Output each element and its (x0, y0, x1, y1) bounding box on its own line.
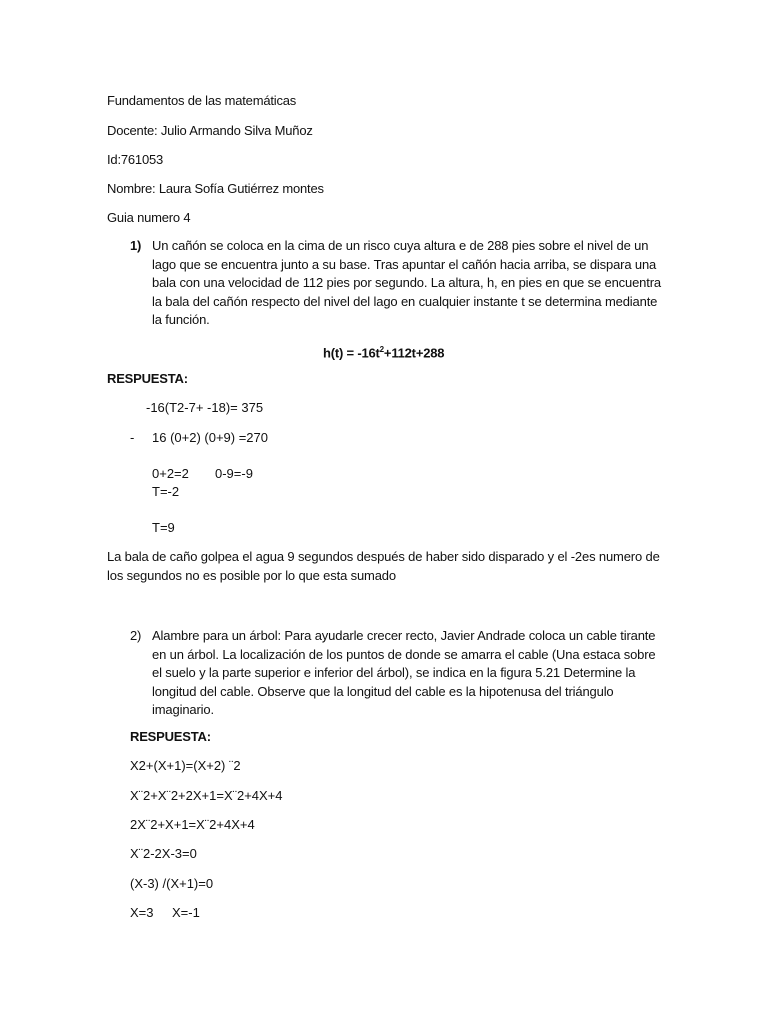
problem1-answer-label: RESPUESTA: (107, 371, 188, 386)
problem2-step: X2+(X+1)=(X+2) ¨2 (130, 758, 241, 773)
problem1-conclusion (107, 548, 667, 585)
student-name: Nombre: Laura Sofía Gutiérrez montes (107, 181, 324, 196)
function-prefix: h(t) = -16t (323, 345, 380, 361)
course-title: Fundamentos de las matemáticas (107, 93, 297, 108)
problem2-final: X=-1 (172, 905, 200, 920)
problem2-statement (152, 627, 660, 720)
student-id: Id:761053 (107, 152, 164, 167)
problem1-statement (152, 237, 660, 330)
function-suffix: +112t+288 (383, 345, 445, 361)
guide-title: Guia numero 4 (107, 210, 191, 225)
problem2-line: el suelo y la parte superior e inferior del árbol), se indica en la figura 5.21 Determine la (152, 665, 636, 681)
problem1-step: T=-2 (152, 484, 180, 499)
problem2-final: X=3 (130, 905, 154, 920)
problem1-line: Un cañón se coloca en la cima de un risco cuya altura e de 288 pies sobre el nivel de un (152, 238, 649, 253)
problem1-step: 16 (0+2) (0+9) =270 (152, 430, 268, 445)
problem1-line: lago que se encuentra junto a su base. Tras apuntar el cañón hacia arriba, se dispara una (152, 256, 657, 272)
conclusion-line: los segundos no es posible por lo que esta sumado (107, 567, 396, 583)
problem2-line: en un árbol. La localización de los puntos de donde se amarra el cable (Una estaca sobre (152, 646, 656, 662)
problem1-step: -16(T2-7+ -18)= 375 (146, 400, 264, 415)
problem2-step: 2X¨2+X+1=X¨2+4X+4 (130, 817, 255, 832)
problem1-step: 0-9=-9 (215, 466, 253, 481)
problem1-step: T=9 (152, 520, 175, 535)
problem1-function (323, 341, 444, 362)
problem1-line: bala con una velocidad de 112 pies por segundo. La altura, h, en pies en que se encuentra (152, 275, 661, 291)
problem2-number: 2) (130, 628, 142, 643)
teacher-line: Docente: Julio Armando Silva Muñoz (107, 123, 313, 138)
conclusion-line: La bala de caño golpea el agua 9 segundos después de haber sido disparado y el -2es numero de (107, 549, 660, 564)
problem2-step: X¨2+X¨2+2X+1=X¨2+4X+4 (130, 788, 283, 803)
problem2-step: X¨2-2X-3=0 (130, 846, 197, 861)
problem1-number: 1) (130, 238, 142, 253)
problem2-line: Alambre para un árbol: Para ayudarle crecer recto, Javier Andrade coloca un cable tirante (152, 628, 656, 643)
problem2-answer-label: RESPUESTA: (130, 729, 211, 744)
problem2-line: imaginario. (152, 702, 214, 718)
problem1-step: 0+2=2 (152, 466, 189, 481)
problem2-line: longitud del cable. Observe que la longitud del cable es la hipotenusa del triángulo (152, 683, 614, 699)
function-exponent: 2 (379, 345, 384, 354)
bullet-dash: - (130, 430, 135, 445)
problem1-line: la bala del cañón respecto del nivel del lago en cualquier instante t se determina mediante (152, 293, 658, 309)
problem2-step: (X-3) /(X+1)=0 (130, 876, 214, 891)
problem1-line: la función. (152, 312, 210, 328)
